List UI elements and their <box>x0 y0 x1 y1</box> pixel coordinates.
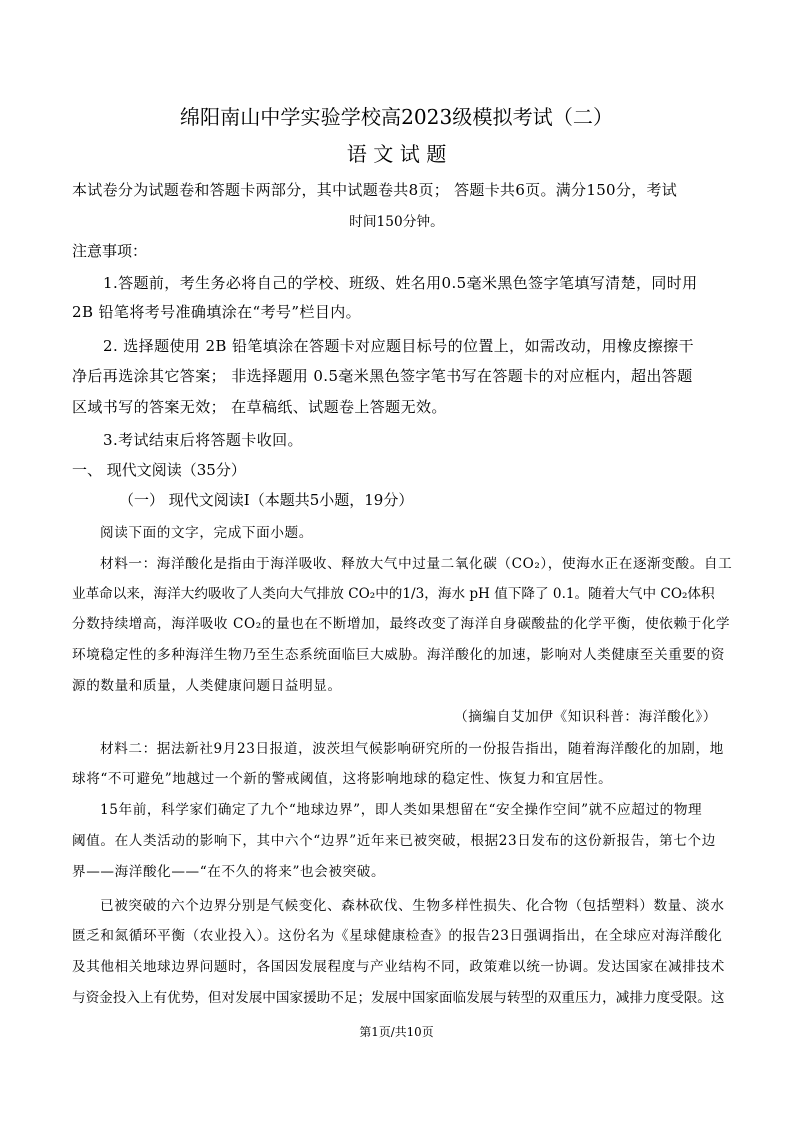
paragraph-line: 阈值。在人类活动的影响下，其中六个“边界”近年来已被突破，根据23日发布的这份新报告，第七个边 <box>72 833 716 849</box>
intro-text-line: 本试卷分为试题卷和答题卡两部分，其中试题卷共8页； 答题卡共6页。满分150分，考试 <box>72 181 678 199</box>
notice-item: 2B 铅笔将考号准确填涂在“考号”栏目内。 <box>72 303 362 321</box>
material-one-line: 环境稳定性的多种海洋生物乃至生态系统面临巨大威胁。海洋酸化的加速，影响对人类健康至关重要的资 <box>72 647 725 663</box>
reading-instruction: 阅读下面的文字，完成下面小题。 <box>100 525 313 541</box>
notice-item: 2. 选择题使用 2B 铅笔填涂在答题卡对应题目标号的位置上，如需改动，用橡皮擦擦干 <box>103 337 694 355</box>
material-two-line: 材料二：据法新社9月23日报道，波茨坦气候影响研究所的一份报告指出，随着海洋酸化的加剧，地 <box>100 741 724 757</box>
material-one-line: 分数持续增高，海洋吸收 CO₂的量也在不断增加，最终改变了海洋自身碳酸盐的化学平衡，使依赖于化学 <box>72 616 731 632</box>
paragraph-line: 与资金投入上有优势，但对发展中国家援助不足；发展中国家面临发展与转型的双重压力，减排力度受限。这 <box>72 990 725 1006</box>
page-number: 第1页/共10页 <box>359 1025 434 1039</box>
paragraph-line: 已被突破的六个边界分别是气候变化、森林砍伐、生物多样性损失、化合物（包括塑料）数量、淡水 <box>100 898 725 914</box>
material-two-line: 球将“不可避免”地越过一个新的警戒阈值，这将影响地球的稳定性、恢复力和宜居性。 <box>72 771 613 787</box>
material-one-line: 业革命以来，海洋大约吸收了人类向大气排放 CO₂中的1/3，海水 pH 值下降了 0.1。随着大气中 CO₂体积 <box>72 586 715 602</box>
section-heading: 一、 现代文阅读（35分） <box>72 461 246 479</box>
notice-item: 净后再选涂其它答案； 非选择题用 0.5毫米黑色签字笔书写在答题卡的对应框内，超出答题 <box>72 367 693 385</box>
notice-item: 3.考试结束后将答题卡收回。 <box>103 431 303 449</box>
paragraph-line: 匮乏和氮循环平衡（农业投入）。这份名为《星球健康检查》的报告23日强调指出，在全球应对海洋酸化 <box>72 928 723 944</box>
paragraph-line: 界——海洋酸化——“在不久的将来”也会被突破。 <box>72 864 386 880</box>
paragraph-line: 及其他相关地球边界问题时，各国因发展程度与产业结构不同，政策难以统一协调。发达国家在减排技术 <box>72 959 725 975</box>
subject-title: 语 文 试 题 <box>346 142 447 166</box>
material-one-source: （摘编自艾加伊《知识科普：海洋酸化》） <box>454 709 717 725</box>
notice-item: 区域书写的答案无效； 在草稿纸、试题卷上答题无效。 <box>72 398 447 416</box>
paragraph-line: 15年前，科学家们确定了九个“地球边界”，即人类如果想留在“安全操作空间”就不应超过的物理 <box>100 802 703 818</box>
material-one-line: 源的数量和质量，人类健康问题日益明显。 <box>72 678 342 694</box>
subsection-heading: （一） 现代文阅读Ⅰ（本题共5小题，19分） <box>119 491 414 509</box>
exam-title: 绵阳南山中学实验学校高2023级模拟考试（二） <box>179 105 614 129</box>
intro-text-line: 时间150分钟。 <box>349 214 444 230</box>
notice-item: 1.答题前，考生务必将自己的学校、班级、姓名用0.5毫米黑色签字笔填写清楚，同时用 <box>103 274 698 292</box>
material-one-line: 材料一：海洋酸化是指由于海洋吸收、释放大气中过量二氧化碳（CO₂），使海水正在逐渐变酸。自工 <box>100 556 733 572</box>
notice-heading: 注意事项： <box>72 242 148 260</box>
